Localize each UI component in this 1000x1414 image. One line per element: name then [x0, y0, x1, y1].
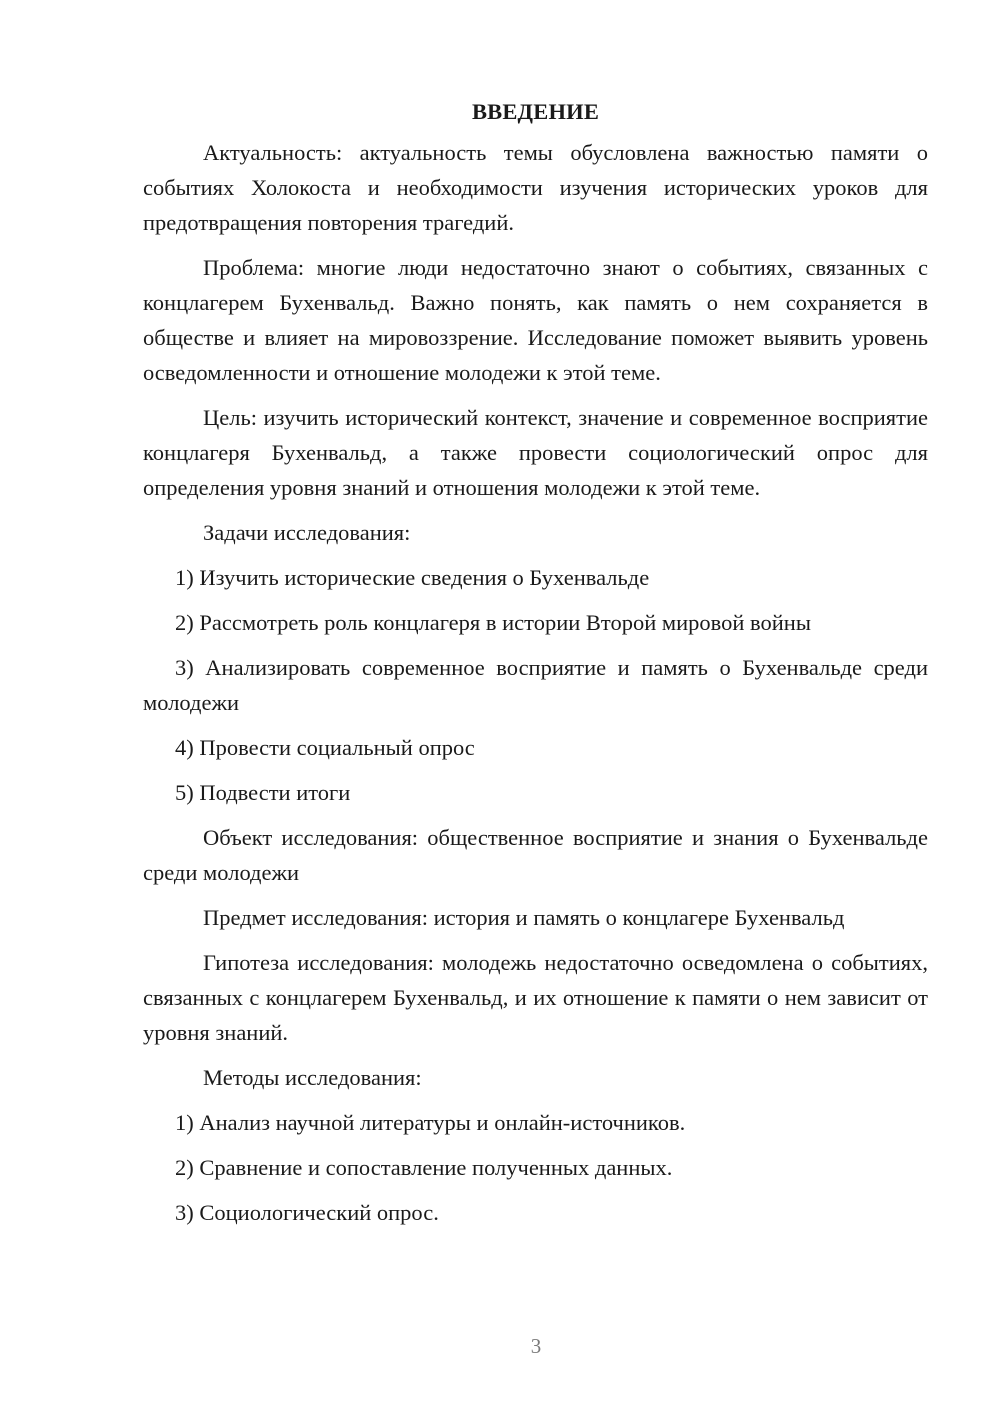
relevance-paragraph: Актуальность: актуальность темы обусловлена важностью памяти о событиях Холокоста и необходимости изучения исторических уроков для предотвращения повторения трагедий. [143, 140, 928, 235]
page-content [143, 94, 928, 1240]
goal-paragraph: Цель: изучить исторический контекст, значение и современное восприятие концлагеря Бухенвальд, а также провести социологический опрос для определения уровня знаний и отношения молодежи к этой теме. [143, 405, 928, 500]
hypothesis-paragraph: Гипотеза исследования: молодежь недостаточно осведомлена о событиях, связанных с концлагерем Бухенвальд, и их отношение к памяти о нем зависит от уровня знаний. [143, 950, 928, 1045]
methods-heading: Методы исследования: [203, 1065, 422, 1090]
task-item: 4) Провести социальный опрос [175, 735, 475, 760]
subject-paragraph: Предмет исследования: история и память о концлагере Бухенвальд [203, 905, 845, 930]
problem-paragraph: Проблема: многие люди недостаточно знают о событиях, связанных с концлагерем Бухенвальд. Важно понять, как память о нем сохраняется в обществе и влияет на мировоззрение. Исследование поможет выявить уровень осведомленности и отношение молодежи к этой теме. [143, 255, 928, 385]
task-item: 3) Анализировать современное восприятие и память о Бухенвальде среди молодежи [143, 655, 928, 715]
method-item: 2) Сравнение и сопоставление полученных данных. [175, 1155, 673, 1180]
section-title: ВВЕДЕНИЕ [471, 99, 600, 124]
task-item: 2) Рассмотреть роль концлагеря в истории Второй мировой войны [175, 610, 811, 635]
tasks-heading: Задачи исследования: [203, 520, 411, 545]
method-item: 3) Социологический опрос. [175, 1200, 439, 1225]
object-paragraph: Объект исследования: общественное восприятие и знания о Бухенвальде среди молодежи [143, 825, 928, 885]
method-item: 1) Анализ научной литературы и онлайн-источников. [175, 1110, 686, 1135]
task-item: 1) Изучить исторические сведения о Бухенвальде [175, 565, 650, 590]
task-item: 5) Подвести итоги [175, 780, 351, 805]
page-number: 3 [530, 1334, 542, 1358]
